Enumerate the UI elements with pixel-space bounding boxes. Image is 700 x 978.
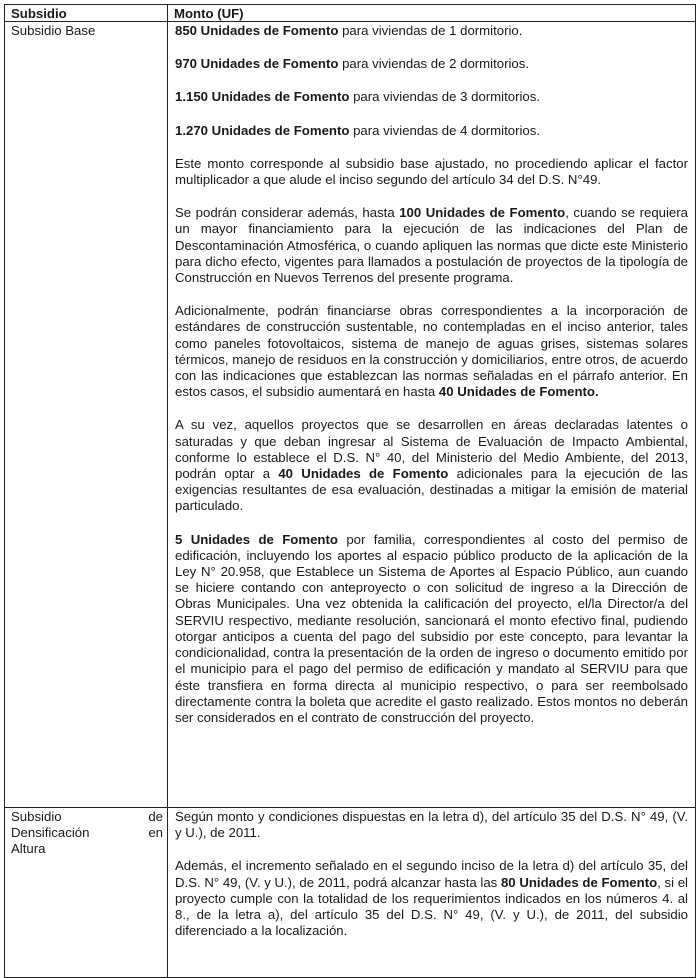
- text: adicionales para la ejecución de las exigencias resultantes de esa evaluación, destinadas a mitigar la emisión de material particulado.: [175, 466, 688, 514]
- text: para viviendas de 4 dormitorios.: [349, 122, 541, 138]
- text: Según monto y condiciones dispuestas en la letra d), del artículo 35 del D.S. N° 49, (V. y U.), de 2011.: [175, 809, 688, 841]
- bold-text: 850 Unidades de Fomento: [175, 23, 339, 38]
- paragraph: [175, 303, 688, 400]
- paragraph: [175, 23, 688, 39]
- bold-text: 1.150 Unidades de Fomento: [175, 89, 350, 105]
- row-label: [5, 808, 168, 978]
- row-densificacion: [5, 808, 696, 978]
- text: , si el proyecto cumple con la totalidad de los requerimientos indicados en los números 4. al 8., de la letra a), del artículo 35 del D.S. N° 49, (V. y U.), de 2011, del subsidio diferenciado a la localización.: [175, 874, 688, 939]
- label-line: Altura: [11, 841, 46, 856]
- row-body: [168, 22, 696, 808]
- bold-text: 1.270 Unidades de Fomento: [175, 122, 350, 138]
- text: para viviendas de 2 dormitorios.: [338, 56, 530, 72]
- bold-text: 100 Unidades de Fomento: [399, 205, 566, 221]
- paragraph: [175, 56, 688, 72]
- paragraph: [175, 205, 688, 286]
- text: Adicionalmente, podrán financiarse obras correspondientes a la incorporación de estándares de construcción sustentable, no contempladas en el inciso anterior, tales como paneles fotovoltaicos, sistema de manejo de aguas grises, sistemas solares térmicos, manejo de residuos en la construcción y domiciliarios, entre otros, de acuerdo con las indicaciones que establezcan las normas señaladas en el párrafo anterior. En estos casos, el subsidio aumentará en hasta: [175, 303, 688, 400]
- bold-text: 80 Unidades de Fomento: [500, 874, 658, 890]
- paragraph: [175, 417, 688, 514]
- text: , cuando se requiera un mayor financiamiento para la ejecución de las indicaciones del Plan de Descontaminación Atmosférica, o cuando apliquen las normas que dicte este Ministerio para dicho efecto, vigentes para llamados a postulación de proyectos de la tipología de Construcción en Nuevos Terrenos del presente programa.: [175, 205, 688, 286]
- text: Se podrán considerar además, hasta: [175, 205, 400, 221]
- paragraph: [175, 532, 688, 726]
- label-line: Subsidio de: [11, 809, 163, 824]
- header-subsidio: Subsidio: [5, 5, 168, 22]
- paragraph: [175, 156, 688, 188]
- paragraph: [175, 809, 688, 841]
- header-row: [5, 5, 696, 22]
- paragraph: [175, 89, 688, 105]
- header-monto: Monto (UF): [168, 5, 696, 22]
- bold-text: 40 Unidades de Fomento.: [438, 384, 599, 400]
- text: Este monto corresponde al subsidio base ajustado, no procediendo aplicar el factor multiplicador a que alude el inciso segundo del artículo 34 del D.S. N°49.: [175, 155, 688, 188]
- row-subsidio-base: [5, 22, 696, 808]
- bold-text: 5 Unidades de Fomento: [175, 531, 338, 547]
- row-label: Subsidio Base: [5, 22, 168, 808]
- paragraph: [175, 123, 688, 139]
- bold-text: 970 Unidades de Fomento: [175, 56, 339, 72]
- label-line: Densificación en: [11, 825, 163, 840]
- text: por familia, correspondientes al costo del permiso de edificación, incluyendo los aportes al espacio público producto de la aplicación de la Ley N° 20.958, que Establece un Sistema de Aportes al Espacio Público, aun cuando se hiciere contando con anteproyecto o con solicitud de ingreso a la Dirección de Obras Municipales. Una vez obtenida la calificación del proyecto, el/la Director/a del SERVIU respectivo, mediante resolución, sancionará el monto efectivo final, pudiendo otorgar anticipos a cuenta del pago del subsidio por este concepto, para levantar la condicionalidad, contra la presentación de la orden de ingreso o documento emitido por el municipio para el pago del permiso de edificación y mandato al SERVIU para que éste transfiera en forma directa al municipio respectivo, o para ser reembolsado directamente contra la boleta que acredite el gasto realizado. Estos montos no deberán ser considerados en el contrato de construcción del proyecto.: [175, 531, 689, 725]
- paragraph: [175, 858, 688, 939]
- text: A su vez, aquellos proyectos que se desarrollen en áreas declaradas latentes o saturadas y que deban ingresar al Sistema de Evaluación de Impacto Ambiental, conforme lo establece el D.S. N° 40, del Ministerio del Medio Ambiente, del 2013, podrán optar a: [175, 417, 688, 482]
- subsidy-table: [4, 4, 696, 978]
- text: Además, el incremento señalado en el segundo inciso de la letra d) del artículo 35, del D.S. N° 49, (V. y U.), de 2011, podrá alcanzar hasta las: [175, 858, 688, 890]
- row-body: [168, 808, 696, 978]
- bold-text: 40 Unidades de Fomento: [278, 466, 449, 482]
- text: para viviendas de 3 dormitorios.: [349, 89, 541, 105]
- text: para viviendas de 1 dormitorio.: [338, 23, 523, 38]
